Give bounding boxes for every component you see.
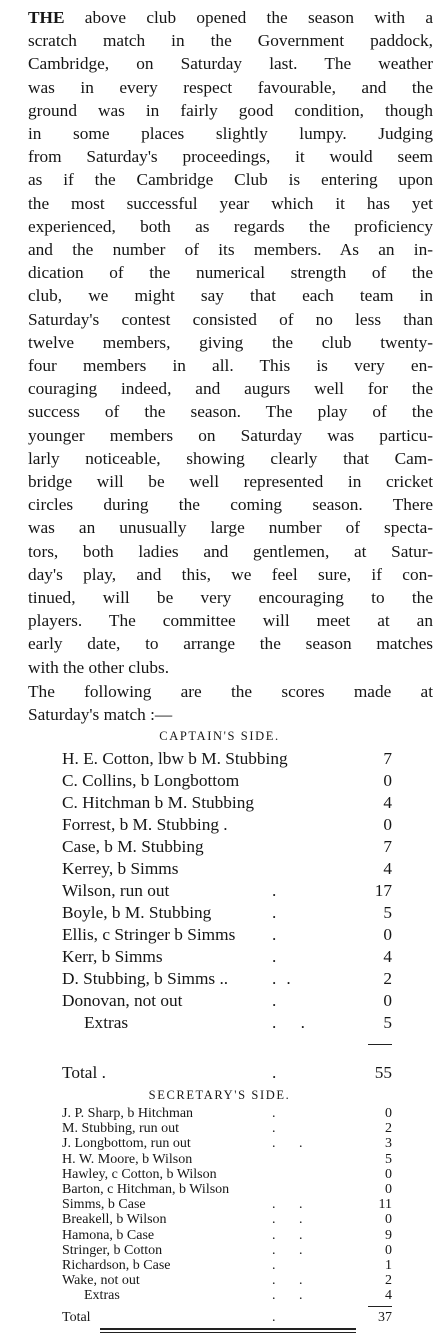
batsman-entry: Hawley, c Cotton, b Wilson bbox=[62, 1166, 217, 1182]
runs-score: 3 bbox=[385, 1136, 392, 1152]
table-row bbox=[62, 968, 392, 990]
intro-line: as if the Cambridge Club is entering upon bbox=[28, 170, 433, 190]
batsman-entry: Forrest, b M. Stubbing . bbox=[62, 815, 228, 834]
leader-dots: . bbox=[272, 1258, 286, 1273]
runs-score: 7 bbox=[383, 749, 392, 768]
table-row bbox=[62, 836, 392, 858]
table-row bbox=[62, 946, 392, 968]
leader-dots: . . bbox=[272, 1288, 313, 1304]
batsman-entry: Barton, c Hitchman, b Wilson bbox=[62, 1182, 230, 1197]
intro-line: dication of the numerical strength of the bbox=[28, 263, 433, 283]
runs-score: 4 bbox=[383, 859, 392, 878]
batsman-entry: Wilson, run out bbox=[62, 881, 170, 900]
runs-score: 1 bbox=[385, 1258, 392, 1273]
leader-dots: . . bbox=[272, 1242, 313, 1258]
table-row bbox=[62, 858, 392, 880]
runs-score: 0 bbox=[385, 1106, 392, 1121]
secretarys-side-heading: SECRETARY'S SIDE. bbox=[148, 1088, 291, 1102]
intro-line: and the number of its members. As an in- bbox=[28, 240, 433, 260]
intro-line: circles during the coming season. There bbox=[28, 495, 433, 515]
captains-side-heading: CAPTAIN'S SIDE. bbox=[159, 729, 280, 743]
leader-dots: . . bbox=[272, 1212, 313, 1228]
runs-score: 2 bbox=[385, 1273, 392, 1289]
table-row bbox=[62, 1288, 392, 1303]
batsman-entry: M. Stubbing, run out bbox=[62, 1121, 180, 1137]
table-row bbox=[62, 1228, 392, 1243]
batsman-entry: J. P. Sharp, b Hitchman bbox=[62, 1106, 194, 1121]
batsman-entry: Ellis, c Stringer b Simms bbox=[62, 925, 236, 944]
intro-line: tors, both ladies and gentlemen, at Satur- bbox=[28, 541, 433, 561]
leader-dots: .. bbox=[272, 969, 301, 988]
table-row bbox=[62, 880, 392, 902]
runs-score: 0 bbox=[383, 925, 392, 944]
runs-score: 5 bbox=[383, 903, 392, 922]
total-score: 37 bbox=[378, 1309, 392, 1325]
intro-line: THE above club opened the season with a bbox=[28, 8, 433, 27]
intro-line: from Saturday's proceedings, it would seem bbox=[28, 147, 433, 167]
table-row bbox=[62, 1243, 392, 1258]
intro-line: younger members on Saturday was particu- bbox=[28, 425, 433, 445]
total-row bbox=[62, 1310, 392, 1326]
intro-line: day's play, and this, we feel sure, if con- bbox=[28, 564, 433, 584]
runs-score: 0 bbox=[385, 1166, 392, 1182]
runs-score: 0 bbox=[385, 1242, 392, 1258]
table-row bbox=[62, 1182, 392, 1197]
batsman-entry: H. W. Moore, b Wilson bbox=[62, 1151, 193, 1167]
batsman-entry: H. E. Cotton, lbw b M. Stubbing bbox=[62, 749, 288, 768]
leader-dots: . bbox=[272, 1106, 286, 1121]
intro-line: experienced, both as regards the proficiency bbox=[28, 216, 433, 236]
extras-label: Extras bbox=[84, 1013, 129, 1032]
intro-line: larly noticeable, showing clearly that Cam- bbox=[28, 448, 433, 468]
scores-intro-line: The following are the scores made at bbox=[28, 682, 433, 701]
total-row bbox=[62, 1062, 392, 1084]
intro-paragraph bbox=[8, 6, 433, 679]
total-label: Total . bbox=[62, 1063, 106, 1082]
scores-intro-paragraph bbox=[8, 680, 433, 726]
runs-score: 5 bbox=[383, 1013, 392, 1032]
runs-score: 4 bbox=[383, 947, 392, 966]
intro-line: the most successful year which it has yet bbox=[28, 193, 433, 213]
batsman-entry: C. Collins, b Longbottom bbox=[62, 771, 240, 790]
intro-line: four members in all. This is very en- bbox=[28, 356, 433, 376]
batsman-entry: Kerr, b Simms bbox=[62, 947, 163, 966]
batsman-entry: Stringer, b Cotton bbox=[62, 1242, 163, 1258]
intro-line: bridge will be well represented in cricket bbox=[28, 472, 433, 492]
runs-score: 0 bbox=[383, 771, 392, 790]
batsman-entry: Wake, not out bbox=[62, 1273, 140, 1289]
runs-score: 5 bbox=[385, 1151, 392, 1167]
intro-line: twelve members, giving the club twenty- bbox=[28, 332, 433, 352]
intro-lead-word: THE bbox=[28, 8, 65, 27]
runs-score: 4 bbox=[383, 793, 392, 812]
table-row bbox=[62, 1273, 392, 1288]
table-row bbox=[62, 1197, 392, 1212]
table-row bbox=[62, 990, 392, 1012]
table-row bbox=[62, 1012, 392, 1034]
batsman-entry: Hamona, b Case bbox=[62, 1227, 155, 1243]
runs-score: 0 bbox=[385, 1182, 392, 1197]
leader-dots: . . bbox=[272, 1273, 313, 1289]
table-row bbox=[62, 1121, 392, 1136]
runs-score: 0 bbox=[383, 991, 392, 1010]
leader-dots: . . bbox=[272, 1136, 313, 1152]
runs-score: 0 bbox=[385, 1212, 392, 1228]
runs-score: 9 bbox=[385, 1227, 392, 1243]
batsman-entry: Case, b M. Stubbing bbox=[62, 837, 204, 856]
intro-line: ground was in fairly good condition, though bbox=[28, 100, 433, 120]
table-row bbox=[62, 1258, 392, 1273]
table-row bbox=[62, 1212, 392, 1227]
leader-dots: . bbox=[272, 881, 287, 900]
batsman-entry: Boyle, b M. Stubbing bbox=[62, 903, 212, 922]
intro-line: couraging indeed, and augurs well for the bbox=[28, 379, 433, 399]
batsman-entry: J. Longbottom, run out bbox=[62, 1136, 191, 1152]
table-row bbox=[62, 792, 392, 814]
batsman-entry: Donovan, not out bbox=[62, 991, 183, 1010]
intro-line: tinued, will be very encouraging to the bbox=[28, 588, 433, 608]
batsman-entry: Breakell, b Wilson bbox=[62, 1212, 167, 1228]
batsman-entry: Richardson, b Case bbox=[62, 1258, 171, 1273]
runs-score: 4 bbox=[385, 1288, 392, 1304]
table-row bbox=[62, 814, 392, 836]
leader-dots: . bbox=[272, 1063, 287, 1082]
runs-score: 0 bbox=[383, 815, 392, 834]
closing-double-rule bbox=[100, 1328, 356, 1330]
batsman-entry: C. Hitchman b M. Stubbing bbox=[62, 793, 255, 812]
leader-dots: . bbox=[272, 991, 287, 1010]
table-row bbox=[62, 748, 392, 770]
runs-score: 7 bbox=[383, 837, 392, 856]
intro-line: early date, to arrange the season matches bbox=[28, 634, 433, 654]
runs-score: 11 bbox=[378, 1197, 392, 1213]
intro-line: scratch match in the Government paddock, bbox=[28, 31, 433, 51]
leader-dots: . bbox=[272, 1309, 286, 1325]
table-row bbox=[62, 924, 392, 946]
runs-score: 2 bbox=[383, 969, 392, 988]
intro-line: was in every respect favourable, and the bbox=[28, 77, 433, 97]
leader-dots: . bbox=[272, 1121, 286, 1137]
leader-dots: . . bbox=[272, 1227, 313, 1243]
table-row bbox=[62, 770, 392, 792]
intro-line: players. The committee will meet at an bbox=[28, 611, 433, 631]
leader-dots: . . bbox=[272, 1197, 313, 1213]
extras-label: Extras bbox=[84, 1288, 120, 1304]
leader-dots: . bbox=[272, 925, 287, 944]
total-rule bbox=[368, 1306, 392, 1307]
table-row bbox=[62, 1106, 392, 1121]
intro-line: success of the season. The play of the bbox=[28, 402, 433, 422]
leader-dots: . . bbox=[272, 1013, 315, 1032]
total-label: Total bbox=[62, 1309, 91, 1325]
table-row bbox=[62, 1167, 392, 1182]
intro-line: Cambridge, on Saturday last. The weather bbox=[28, 54, 433, 74]
table-row bbox=[62, 1152, 392, 1167]
runs-score: 17 bbox=[374, 881, 392, 900]
intro-line: in some places slightly lumpy. Judging bbox=[28, 124, 433, 144]
scores-intro-line: Saturday's match :— bbox=[28, 705, 173, 725]
runs-score: 2 bbox=[385, 1121, 392, 1137]
batsman-entry: Kerrey, b Simms bbox=[62, 859, 179, 878]
leader-dots: . bbox=[272, 903, 287, 922]
closing-double-rule bbox=[100, 1332, 356, 1333]
intro-line: was an unusually large number of specta- bbox=[28, 518, 433, 538]
total-score: 55 bbox=[374, 1063, 392, 1082]
intro-line: Saturday's contest consisted of no less than bbox=[28, 309, 433, 329]
batsman-entry: D. Stubbing, b Simms .. bbox=[62, 969, 229, 988]
total-rule bbox=[368, 1044, 392, 1045]
intro-line: club, we might say that each team in bbox=[28, 286, 433, 306]
batsman-entry: Simms, b Case bbox=[62, 1197, 146, 1213]
leader-dots: . bbox=[272, 947, 287, 966]
table-row bbox=[62, 902, 392, 924]
intro-line: with the other clubs. bbox=[28, 657, 170, 677]
table-row bbox=[62, 1136, 392, 1151]
